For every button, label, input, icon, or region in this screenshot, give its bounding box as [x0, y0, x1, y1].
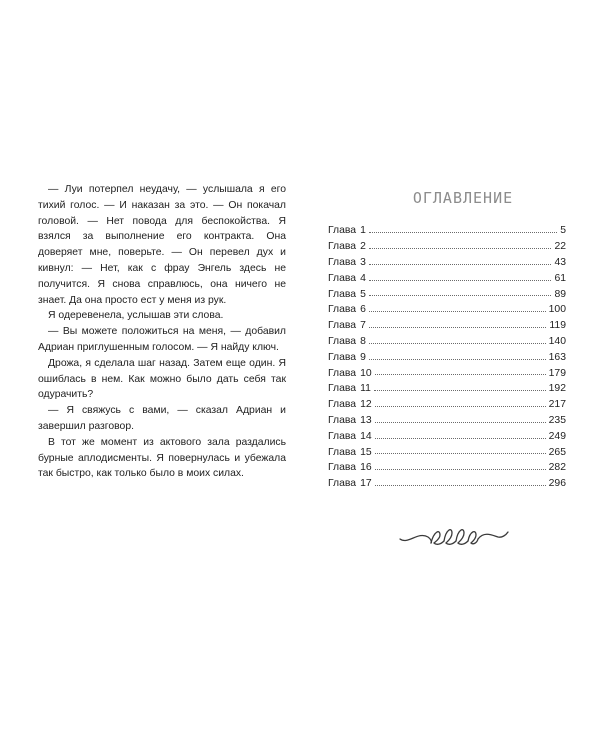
- toc-chapter-word: Глава: [328, 336, 357, 348]
- toc-chapter-number: 3: [360, 257, 366, 269]
- toc-chapter-number: 5: [360, 288, 366, 300]
- toc-entry: [328, 413, 566, 429]
- toc-entry: [328, 287, 566, 303]
- paragraph: — Луи потерпел неудачу, — услышала я его тихий голос. — И наказан за это. — Он покачал головой. — Нет повода для беспокойства. Я взялся за выполнение его контракта. Она доверяет мне, поверьте. — Он перевел дух и кивнул: — Нет, как с фрау Энгель здесь не получится. Я снова справлюсь, она ничего не знает. Да она просто ест у меня из рук.: [38, 184, 286, 306]
- toc-dot-leader: [375, 485, 546, 486]
- toc-entry: [328, 460, 566, 476]
- toc-chapter-number: 8: [360, 336, 366, 348]
- toc-dot-leader: [369, 264, 552, 265]
- toc-chapter-number: 13: [360, 415, 372, 426]
- toc-chapter-word: Глава: [328, 430, 357, 442]
- toc-chapter-label: [328, 239, 366, 255]
- paragraph: В тот же момент из актового зала раздались бурные аплодисменты. Я повернулась и убежала так быстро, как только было в моих силах.: [38, 436, 286, 480]
- right-page-toc: [328, 175, 566, 492]
- toc-page-number: 265: [548, 446, 566, 458]
- toc-chapter-number: 6: [360, 304, 366, 316]
- toc-chapter-label: [328, 302, 366, 318]
- toc-dot-leader: [369, 343, 546, 344]
- toc-chapter-number: 10: [360, 367, 372, 379]
- toc-dot-leader: [375, 374, 546, 375]
- toc-chapter-word: Глава: [328, 257, 357, 269]
- toc-page-number: 119: [549, 320, 566, 332]
- toc-dot-leader: [369, 327, 547, 328]
- toc-page-number: 249: [548, 430, 566, 442]
- toc-chapter-label: [328, 223, 366, 239]
- toc-page-number: 89: [554, 288, 566, 300]
- toc-page-number: 5: [560, 225, 566, 237]
- toc-page-number: 43: [554, 257, 566, 269]
- toc-entry: [328, 334, 566, 350]
- toc-chapter-number: 16: [360, 462, 372, 474]
- toc-dot-leader: [375, 406, 546, 407]
- toc-page-number: 140: [548, 336, 566, 348]
- toc-dot-leader: [375, 438, 546, 439]
- toc-dot-leader: [369, 295, 552, 296]
- toc-chapter-word: Глава: [328, 367, 357, 379]
- toc-dot-leader: [374, 390, 546, 391]
- toc-entry: [328, 366, 566, 382]
- toc-entry: [328, 397, 566, 413]
- toc-page-number: 163: [548, 351, 566, 363]
- paragraph: — Я свяжусь с вами, — сказал Адриан и завершил разговор.: [38, 405, 286, 432]
- toc-chapter-number: 9: [360, 351, 366, 363]
- toc-chapter-label: [328, 476, 372, 492]
- toc-chapter-word: Глава: [328, 304, 357, 316]
- toc-page-number: 235: [548, 415, 566, 426]
- toc-chapter-number: 15: [360, 446, 372, 458]
- toc-chapter-word: Глава: [328, 288, 357, 300]
- toc-dot-leader: [369, 359, 546, 360]
- toc-entry: [328, 350, 566, 366]
- toc-chapter-word: Глава: [328, 478, 357, 490]
- toc-chapter-label: [328, 271, 366, 287]
- left-page-text: [38, 182, 286, 482]
- toc-dot-leader: [369, 248, 552, 249]
- toc-chapter-number: 12: [360, 399, 372, 411]
- toc-chapter-number: 4: [360, 272, 366, 284]
- toc-dot-leader: [369, 280, 552, 281]
- toc-chapter-label: [328, 445, 372, 461]
- toc-entry: [328, 381, 566, 397]
- toc-page-number: 22: [554, 241, 566, 253]
- toc-entry: [328, 476, 566, 492]
- toc-chapter-word: Глава: [328, 446, 357, 458]
- paragraph: Я одеревенела, услышав эти слова.: [48, 310, 224, 322]
- toc-chapter-label: [328, 460, 372, 476]
- toc-page-number: 179: [548, 367, 566, 379]
- toc-chapter-word: Глава: [328, 399, 357, 411]
- toc-chapter-label: [328, 350, 366, 366]
- toc-chapter-word: Глава: [328, 225, 357, 237]
- toc-entry: [328, 302, 566, 318]
- toc-chapter-label: [328, 287, 366, 303]
- toc-dot-leader: [375, 469, 546, 470]
- toc-page-number: 282: [548, 462, 566, 474]
- toc-chapter-label: [328, 429, 372, 445]
- toc-chapter-word: Глава: [328, 383, 357, 395]
- toc-chapter-word: Глава: [328, 415, 357, 426]
- toc-chapter-label: [328, 334, 366, 350]
- toc-page-number: 217: [548, 399, 566, 411]
- toc-chapter-label: [328, 397, 372, 413]
- toc-entry: [328, 318, 566, 334]
- toc-list: [328, 223, 566, 492]
- toc-chapter-label: [328, 413, 372, 429]
- toc-page-number: 192: [548, 383, 566, 395]
- toc-chapter-label: [328, 381, 371, 397]
- toc-entry: [328, 445, 566, 461]
- toc-entry: [328, 239, 566, 255]
- toc-entry: [328, 271, 566, 287]
- toc-chapter-number: 1: [360, 225, 366, 237]
- toc-chapter-number: 7: [360, 320, 366, 332]
- toc-entry: [328, 223, 566, 239]
- toc-dot-leader: [375, 422, 546, 423]
- toc-chapter-word: Глава: [328, 462, 357, 474]
- toc-chapter-word: Глава: [328, 241, 357, 253]
- toc-page-number: 61: [554, 272, 566, 284]
- toc-dot-leader: [375, 453, 546, 454]
- toc-entry: [328, 255, 566, 271]
- toc-chapter-label: [328, 366, 372, 382]
- toc-chapter-number: 11: [360, 383, 371, 395]
- toc-chapter-number: 2: [360, 241, 366, 253]
- paragraph: Дрожа, я сделала шаг назад. Затем еще один. Я ошиблась в нем. Как можно было дать себя так одурачить?: [38, 357, 286, 401]
- toc-dot-leader: [369, 232, 557, 233]
- toc-title: ОГЛАВЛЕНИЕ: [412, 189, 514, 208]
- toc-chapter-number: 17: [360, 478, 372, 490]
- toc-chapter-word: Глава: [328, 320, 357, 332]
- flourish-ornament-icon: [398, 521, 510, 551]
- toc-chapter-word: Глава: [328, 351, 357, 363]
- toc-entry: [328, 429, 566, 445]
- toc-chapter-label: [328, 255, 366, 271]
- toc-dot-leader: [369, 311, 546, 312]
- toc-chapter-label: [328, 318, 366, 334]
- toc-page-number: 296: [548, 478, 566, 490]
- toc-chapter-number: 14: [360, 430, 372, 442]
- toc-chapter-word: Глава: [328, 272, 357, 284]
- toc-page-number: 100: [548, 304, 566, 316]
- paragraph: — Вы можете положиться на меня, — добавил Адриан приглушенным голосом. — Я найду ключ.: [38, 326, 286, 353]
